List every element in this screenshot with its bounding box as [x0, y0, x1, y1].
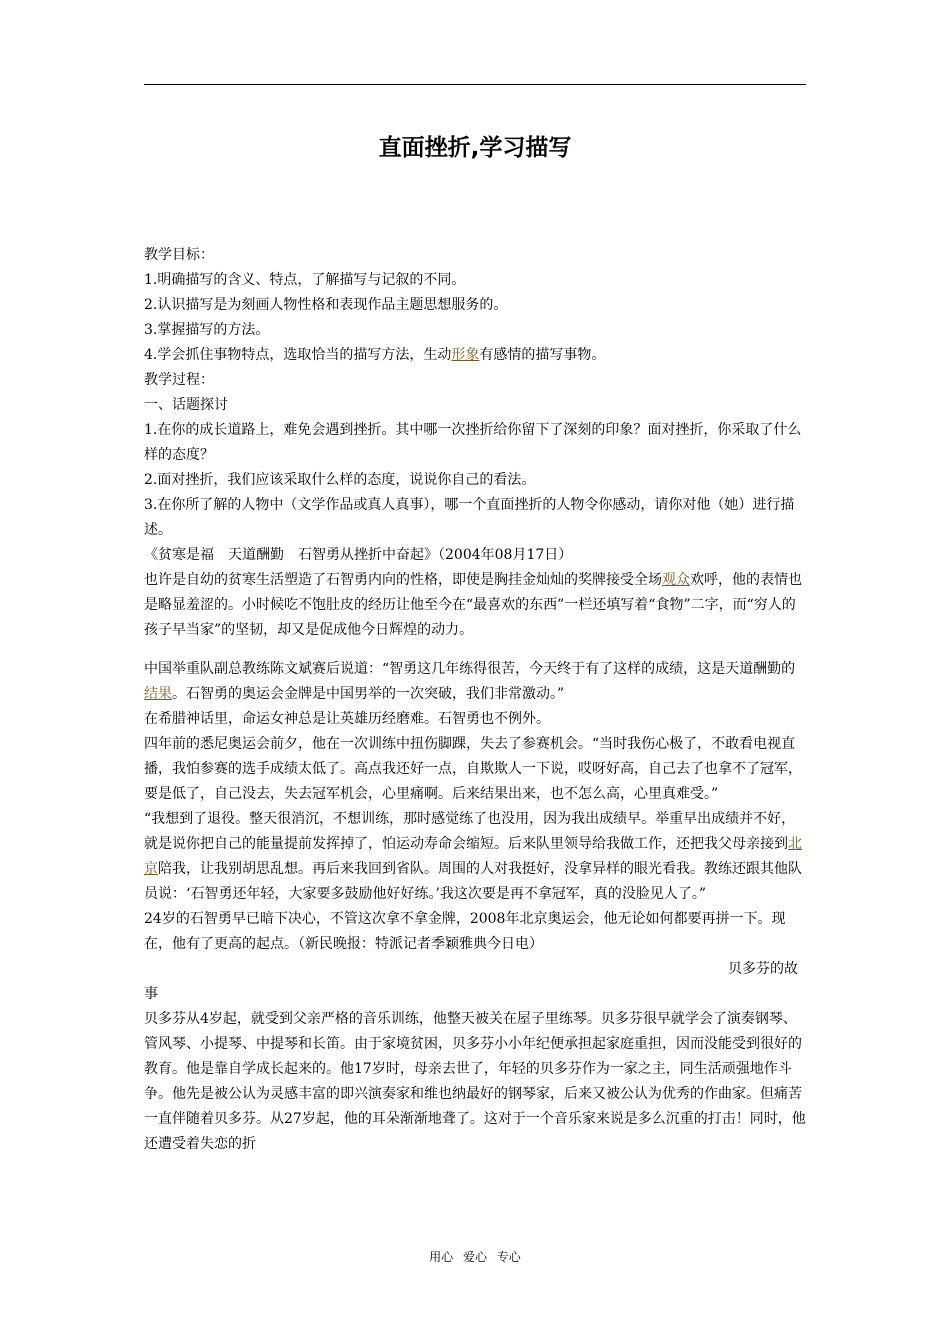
paragraph-5-text-b: 陪我，让我别胡思乱想。再后来我回到省队。周围的人对我挺好，没拿异样的眼光看我。教练还跟其他队员说：‘石智勇还年轻，大家要多鼓励他好好练。’我这次要是再不拿冠军，真的没脸见人了。” — [144, 861, 802, 902]
link-xingxiang[interactable]: 形象 — [451, 347, 480, 363]
paragraph-1-text-b: 欢呼，他的表情也是略显羞涩的。小时候吃不饱肚皮的经历让他至今在“最喜欢的东西”一栏还填写着“食物”二字，而“穷人的孩子早当家”的坚韧，却又是促成他今日辉煌的动力。 — [144, 572, 802, 638]
header-rule — [144, 84, 806, 85]
paragraph-1 — [144, 568, 806, 643]
goals-heading: 教学目标： — [144, 247, 214, 263]
paragraph-1-text-a: 也许是自幼的贫寒生活塑造了石智勇内向的性格，即使是胸挂金灿灿的奖牌接受全场 — [144, 572, 662, 588]
paragraph-7: 贝多芬从4岁起，就受到父亲严格的音乐训练，他整天被关在屋子里练琴。贝多芬很早就学会了演奏钢琴、管风琴、小提琴、中提琴和长笛。由于家境贫困，贝多芬小小年纪便承担起家庭重担，因而没能受到很好的教育。他是靠自学成长起来的。他17岁时，母亲去世了，年轻的贝多芬作为一家之主，同生活顽强地作斗争。他先是被公认为灵感丰富的即兴演奏家和维也纳最好的钢琴家，后来又被公认为优秀的作曲家。但痛苦一直伴随着贝多芬。从27岁起，他的耳朵渐渐地聋了。这对于一个音乐家来说是多么沉重的打击！同时，他还遭受着失恋的折 — [144, 1011, 806, 1152]
link-beijing[interactable]: 北京 — [144, 836, 802, 877]
paragraph-4: 四年前的悉尼奥运会前夕，他在一次训练中扭伤脚踝，失去了参赛机会。“当时我伤心极了，不敢看电视直播，我怕参赛的选手成绩太低了。高点我还好一点，自欺欺人一下说，哎呀好高，自己去了也拿不了冠军，要是低了，自己没去，失去冠军机会，心里痛啊。后来结果出来，也不怎么高，心里真难受。” — [144, 736, 802, 802]
document-body — [144, 243, 806, 1157]
paragraph-5-text-a: “我想到了退役。整天很消沉，不想训练，那时感觉练了也没用，因为我出成绩早。举重早出成绩并不好，就是说你把自己的能量提前发挥掉了，怕运动寿命会缩短。后来队里领导给我做工作，还把我父母亲接到 — [144, 811, 796, 852]
document-title: 直面挫折,学习描写 — [378, 135, 572, 161]
goal-item-2: 2.认识描写是为刻画人物性格和表现作品主题思想服务的。 — [144, 297, 508, 313]
paragraph-gap — [144, 643, 806, 657]
page-footer: 用心 爱心 专心 — [429, 1250, 521, 1264]
link-jieguo[interactable]: 结果 — [144, 686, 172, 702]
story-title: 贝多芬的故 — [728, 961, 798, 977]
article-title: 《贫寒是福 天道酬勤 石智勇从挫折中奋起》（2004年08月17日） — [144, 547, 573, 563]
question-2: 2.面对挫折，我们应该采取什么样的态度，说说你自己的看法。 — [144, 472, 536, 488]
paragraph-2 — [144, 657, 806, 707]
story-title-continued: 事 — [144, 986, 158, 1002]
goal-item-4-text-b: 有感情的描写事物。 — [479, 347, 606, 363]
goal-item-3: 3.掌握描写的方法。 — [144, 322, 270, 338]
goal-item-4-text-a: 4.学会抓住事物特点，选取恰当的描写方法，生动 — [144, 347, 452, 363]
process-heading: 教学过程： — [144, 372, 214, 388]
link-guanzhong[interactable]: 观众 — [662, 572, 690, 588]
paragraph-3: 在希腊神话里，命运女神总是让英雄历经磨难。石智勇也不例外。 — [144, 711, 550, 727]
paragraph-2-text-b: 。石智勇的奥运会金牌是中国男举的一次突破，我们非常激动。” — [172, 686, 565, 702]
question-1: 1.在你的成长道路上，难免会遇到挫折。其中哪一次挫折给你留下了深刻的印象？面对挫折，你采取了什么样的态度？ — [144, 422, 802, 463]
section-heading-1: 一、话题探讨 — [144, 397, 228, 413]
paragraph-5 — [144, 807, 806, 907]
paragraph-6: 24岁的石智勇早已暗下决心，不管这次拿不拿金牌，2008年北京奥运会，他无论如何都要再拼一下。现在，他有了更高的起点。（新民晚报：特派记者季颖雅典今日电） — [144, 911, 786, 952]
paragraph-2-text-a: 中国举重队副总教练陈文斌赛后说道：“智勇这几年练得很苦，今天终于有了这样的成绩，这是天道酬勤的 — [144, 661, 796, 677]
goal-item-1: 1.明确描写的含义、特点，了解描写与记叙的不同。 — [144, 272, 466, 288]
question-3: 3.在你所了解的人物中（文学作品或真人真事），哪一个直面挫折的人物令你感动，请你对他（她）进行描述。 — [144, 497, 795, 538]
goal-item-4 — [144, 343, 806, 368]
